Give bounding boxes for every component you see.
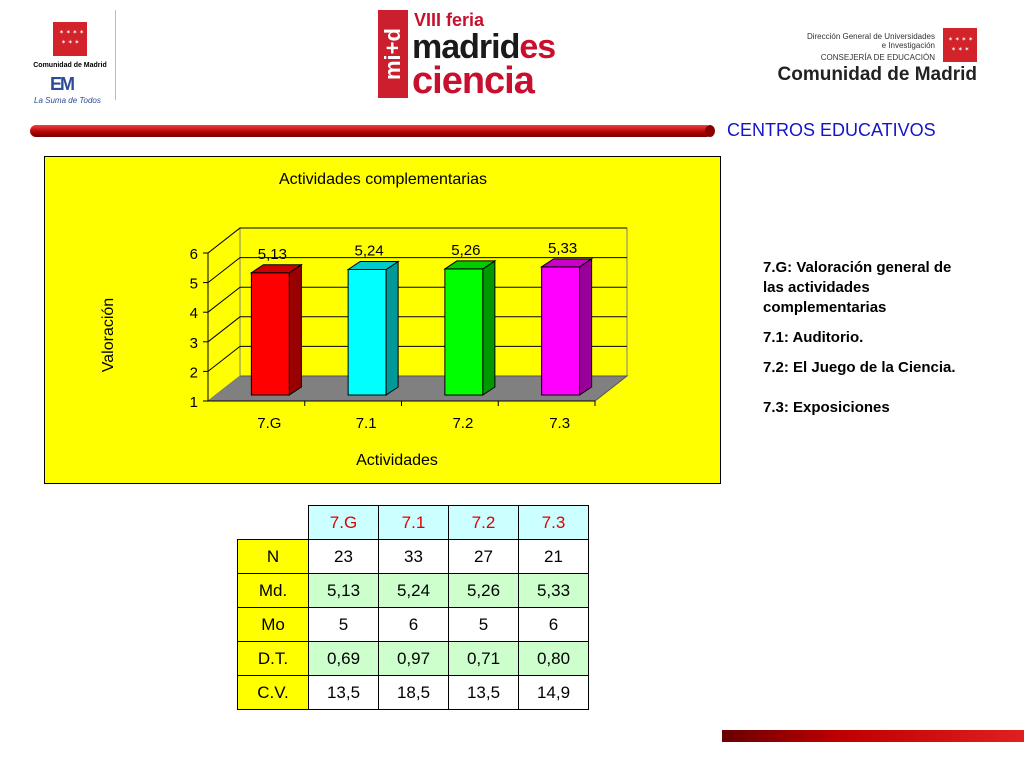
table-cell: 6: [519, 608, 589, 642]
y-tick-label: 5: [189, 275, 198, 293]
legend-item-73: 7.3: Exposiciones: [763, 399, 890, 416]
dg-line-2: e Investigación: [881, 41, 935, 50]
column-header: 7.3: [519, 506, 589, 540]
y-tick-label: 2: [189, 364, 198, 382]
table-cell: 5: [449, 608, 519, 642]
legend: [763, 258, 973, 428]
table-row: [238, 676, 589, 710]
y-axis-label: Valoración: [100, 297, 117, 373]
row-label: N: [238, 540, 309, 574]
mid-badge: mi+d: [378, 10, 408, 98]
header-rule-end: [705, 125, 715, 137]
bar-7.1: [348, 269, 386, 395]
table-cell: 33: [379, 540, 449, 574]
x-tick-label: 7.1: [355, 415, 377, 432]
dg-line-1: Dirección General de Universidades: [806, 32, 935, 41]
footer-rule: [722, 730, 1024, 742]
page-title: CENTROS EDUCATIVOS: [727, 120, 936, 140]
legend-item-71: 7.1: Auditorio.: [763, 329, 864, 346]
bar-7.G: [251, 273, 289, 395]
legend-item-72: 7.2: El Juego de la Ciencia.: [763, 359, 956, 376]
madrid-flag-icon: ✶ ✶ ✶ ✶ ✶ ✶ ✶: [53, 22, 87, 56]
column-header: 7.1: [379, 506, 449, 540]
data-label: 5,13: [257, 245, 287, 263]
table-cell: 5: [309, 608, 379, 642]
header-rule: [30, 125, 712, 137]
table-cell: 5,26: [449, 574, 519, 608]
data-label: 5,26: [451, 241, 481, 259]
row-label: D.T.: [238, 642, 309, 676]
x-tick-label: 7.G: [257, 415, 282, 432]
y-tick-label: 6: [189, 246, 198, 263]
data-label: 5,33: [548, 239, 578, 257]
table-cell: 0,71: [449, 642, 519, 676]
chart-title: Actividades complementarias: [278, 171, 488, 188]
comunidad-madrid-wordmark: Comunidad de Madrid: [777, 64, 977, 85]
column-header: 7.G: [309, 506, 379, 540]
logo-word-madrid: madrides: [412, 28, 556, 66]
table-row: [238, 574, 589, 608]
legend-item-7g: 7.G: Valoración general de las actividades complementarias: [763, 259, 952, 316]
row-label: Mo: [238, 608, 309, 642]
y-tick-label: 3: [189, 334, 198, 352]
table-corner: [238, 506, 309, 540]
feria-madrid-es-ciencia-logo: [378, 10, 578, 100]
bar-chart: [45, 157, 720, 483]
bar-7.3: [542, 267, 580, 395]
table-cell: 13,5: [309, 676, 379, 710]
row-label: Md.: [238, 574, 309, 608]
madrid-flag-icon: ✶ ✶ ✶ ✶ ✶ ✶ ✶: [943, 28, 977, 62]
table-row: [238, 608, 589, 642]
comunidad-madrid-logo: [22, 12, 118, 105]
data-label: 5,24: [354, 242, 384, 260]
tagline: La Suma de Todos: [34, 96, 101, 105]
table-cell: 0,69: [309, 642, 379, 676]
y-tick-label: 4: [189, 305, 198, 323]
org-name: Comunidad de Madrid: [33, 62, 107, 69]
table-cell: 0,80: [519, 642, 589, 676]
row-label: C.V.: [238, 676, 309, 710]
table-header-row: [238, 506, 589, 540]
table-row: [238, 642, 589, 676]
table-row: [238, 540, 589, 574]
direccion-general-logo: [745, 26, 985, 92]
logo-word-ciencia: ciencia: [412, 60, 534, 102]
bar-side-7.G: [289, 265, 301, 395]
chart-panel: [44, 156, 721, 484]
em-logo-mark: EM: [50, 74, 73, 94]
table-cell: 5,24: [379, 574, 449, 608]
bar-7.2: [445, 269, 483, 395]
table-cell: 5,13: [309, 574, 379, 608]
feria-edition: VIII feria: [414, 10, 485, 30]
bar-side-7.3: [580, 259, 592, 395]
y-tick-label: 1: [189, 394, 198, 411]
x-tick-label: 7.2: [452, 415, 474, 432]
x-axis-label: Actividades: [356, 452, 438, 469]
table-cell: 21: [519, 540, 589, 574]
logo-divider: [115, 10, 116, 100]
bar-side-7.2: [483, 261, 495, 395]
table-cell: 0,97: [379, 642, 449, 676]
table-cell: 13,5: [449, 676, 519, 710]
column-header: 7.2: [449, 506, 519, 540]
table-cell: 14,9: [519, 676, 589, 710]
table-cell: 6: [379, 608, 449, 642]
consejeria-line: CONSEJERÍA DE EDUCACIÓN: [820, 53, 935, 62]
table-cell: 18,5: [379, 676, 449, 710]
chart-side-wall: [208, 228, 240, 401]
stats-table: [237, 505, 589, 710]
x-tick-label: 7.3: [549, 415, 571, 432]
table-cell: 27: [449, 540, 519, 574]
table-cell: 5,33: [519, 574, 589, 608]
bar-side-7.1: [386, 261, 398, 395]
table-cell: 23: [309, 540, 379, 574]
